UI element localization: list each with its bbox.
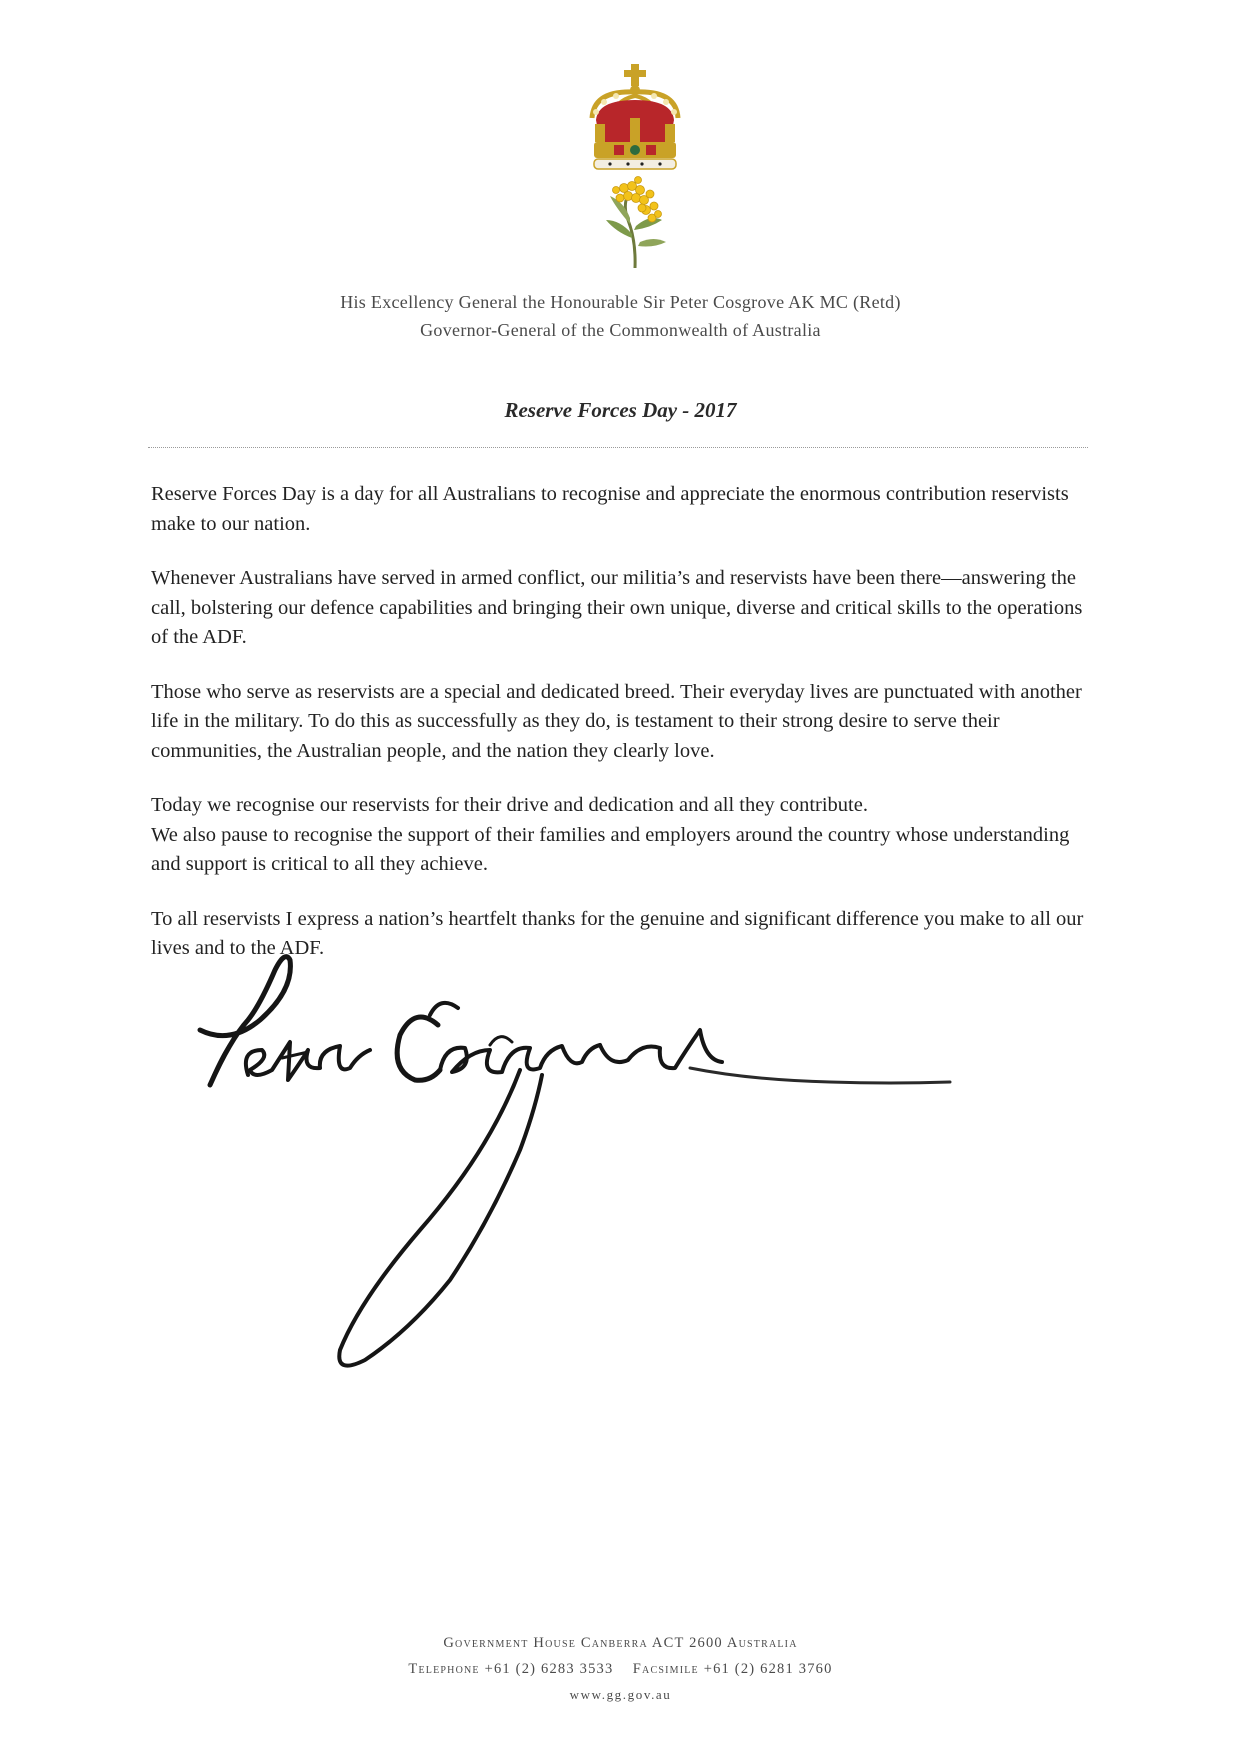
paragraph: We also pause to recognise the support of their families and employers around the country whose understanding and support is critical to all they achieve. <box>151 823 1070 875</box>
paragraph: To all reservists I express a nation’s heartfelt thanks for the genuine and significant difference you make to all our lives and to the ADF. <box>151 907 1084 959</box>
website-link[interactable]: www.gg.gov.au <box>569 1687 672 1702</box>
paragraph: Whenever Australians have served in armed conflict, our militia’s and reservists have been there—answering the call, bolstering our defence capabilities and bringing their own unique, diverse and critical skills to the operations of the ADF. <box>151 567 1083 648</box>
officer-block <box>0 288 1241 344</box>
telephone-label: Telephone <box>408 1661 480 1677</box>
officer-title: Governor-General of the Commonwealth of Australia <box>420 320 821 340</box>
facsimile-label: Facsimile <box>632 1661 699 1677</box>
officer-name: His Excellency General the Honourable Sir Peter Cosgrove AK MC (Retd) <box>340 292 901 312</box>
title-divider <box>148 447 1088 448</box>
footer-address: Government House Canberra ACT 2600 Australia <box>443 1635 798 1651</box>
letter-body <box>151 480 1101 989</box>
paragraph: Those who serve as reservists are a special and dedicated breed. Their everyday lives are punctuated with another life in the military. To do this as successfully as they do, is testament to their strong desire to serve their communities, the Australian people, and the nation they clearly love. <box>151 680 1082 762</box>
footer-contact <box>0 1656 1241 1682</box>
footer <box>0 1630 1241 1708</box>
signature <box>190 950 970 1380</box>
paragraph: Reserve Forces Day is a day for all Australians to recognise and appreciate the enormous contribution reservists make to our nation. <box>151 483 1069 535</box>
wattle-icon <box>606 177 666 269</box>
crown-icon <box>592 64 678 169</box>
telephone-number: +61 (2) 6283 3533 <box>484 1661 614 1677</box>
facsimile-number: +61 (2) 6281 3760 <box>703 1661 833 1677</box>
crown-and-wattle-emblem <box>580 60 690 270</box>
letter-title: Reserve Forces Day - 2017 <box>504 398 737 422</box>
paragraph: Today we recognise our reservists for their drive and dedication and all they contribute. <box>151 794 868 816</box>
